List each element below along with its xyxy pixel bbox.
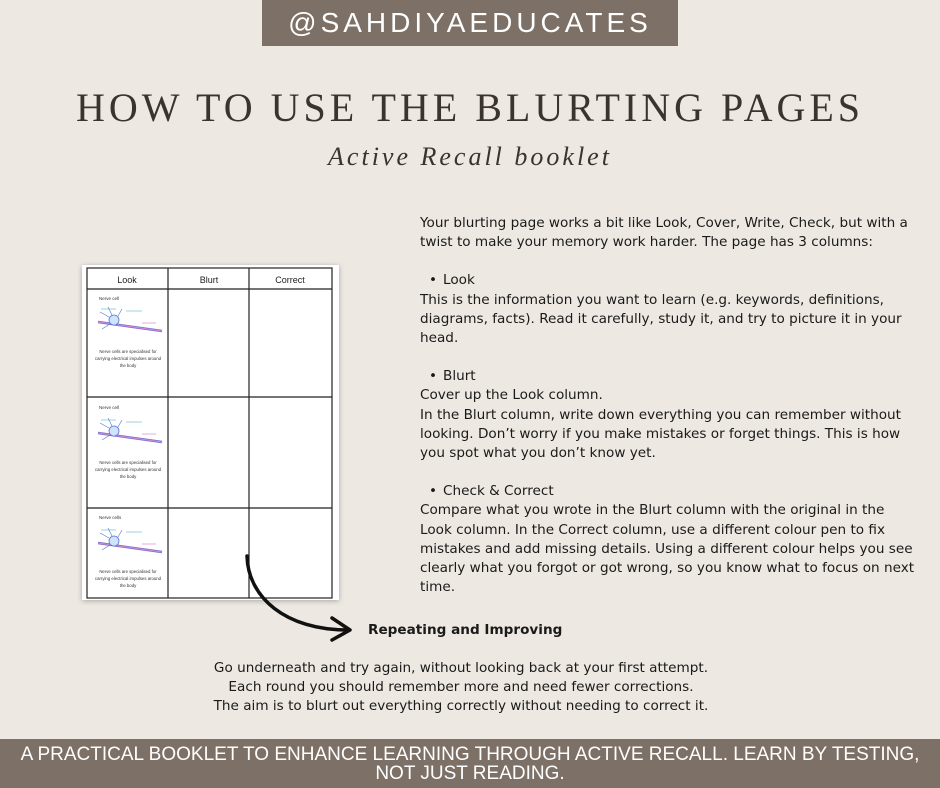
nerve-cell-diagram-icon: [98, 528, 162, 552]
look-bullet: [420, 271, 915, 290]
look-description: This is the information you want to learn (e.g. keywords, definitions, diagrams, facts). Read it carefully, study it, and try to picture it in your head.: [420, 291, 902, 347]
blurting-page-sheet: [82, 265, 339, 600]
correct-bullet: [420, 482, 915, 501]
cell-heading: Nerve cell: [99, 405, 120, 410]
bullet-dot-icon: •: [429, 368, 438, 385]
sheet-border: [87, 268, 332, 598]
bullet-dot-icon: •: [429, 272, 438, 289]
blurt-title: Blurt: [443, 368, 476, 385]
cell-caption-line: carrying electrical impulses around: [94, 576, 162, 581]
footer-text: A PRACTICAL BOOKLET TO ENHANCE LEARNING THROUGH ACTIVE RECALL. LEARN BY TESTING, NOT JUST READING.: [20, 744, 920, 784]
page-title: HOW TO USE THE BLURTING PAGES: [75, 85, 865, 130]
repeat-line-1: Go underneath and try again, without looking back at your first attempt.: [213, 660, 709, 676]
correct-description: Compare what you wrote in the Blurt column with the original in the Look column. In the Correct column, use a different colour pen to fix mistakes and add missing details. Using a different colour helps you see clearly what you forgot or got wrong, so you know what to focus on next time.: [420, 502, 915, 596]
column-header-look: Look: [117, 275, 137, 285]
column-header-correct: Correct: [275, 275, 305, 285]
cell-heading: Nerve cells: [99, 515, 122, 520]
nerve-cell-diagram-icon: [98, 307, 162, 331]
look-cell-3: [95, 515, 162, 588]
cell-caption-line: carrying electrical impulses around: [94, 467, 162, 472]
footer-banner: [0, 739, 940, 788]
social-handle-banner: [262, 0, 678, 46]
social-handle: @SAHDIYAEDUCATES: [288, 7, 652, 38]
cell-caption-line: carrying electrical impulses around: [94, 356, 162, 361]
blurting-page-preview: [82, 265, 339, 600]
column-header-blurt: Blurt: [199, 275, 219, 285]
cell-caption-line: Nerve cells are specialised for: [99, 569, 157, 574]
cell-caption-line: the body: [119, 583, 137, 588]
repeat-line-3: The aim is to blurt out everything correctly without needing to correct it.: [213, 698, 709, 714]
bullet-dot-icon: •: [429, 483, 438, 500]
correct-title: Check & Correct: [443, 483, 554, 500]
blurt-line-1: Cover up the Look column.: [420, 387, 603, 404]
nerve-cell-diagram-icon: [98, 418, 162, 442]
look-title: Look: [443, 272, 475, 289]
cell-caption-line: the body: [119, 474, 137, 479]
repeat-heading: Repeating and Improving: [368, 622, 563, 638]
look-cell-1: [95, 296, 162, 368]
instructions: [420, 214, 915, 597]
cell-heading: Nerve cell: [99, 296, 120, 301]
look-cell-2: [95, 405, 162, 479]
cell-caption-line: Nerve cells are specialised for: [99, 349, 157, 354]
page-subtitle: Active Recall booklet: [328, 142, 612, 171]
blurt-line-2: In the Blurt column, write down everything you can remember without looking. Don’t worry if you make mistakes or forget things. This is how you spot what you don’t know yet.: [420, 406, 901, 462]
intro-lead: Your blurting page works a bit like Look, Cover, Write, Check, but with a twist to make your memory work harder. The page has 3 columns:: [420, 215, 908, 251]
blurt-bullet: [420, 367, 915, 386]
cell-caption-line: the body: [119, 363, 137, 368]
repeat-line-2: Each round you should remember more and need fewer corrections.: [228, 679, 694, 695]
curved-arrow-icon: [240, 552, 365, 642]
repeat-instructions: [0, 659, 922, 716]
cell-caption-line: Nerve cells are specialised for: [99, 460, 157, 465]
